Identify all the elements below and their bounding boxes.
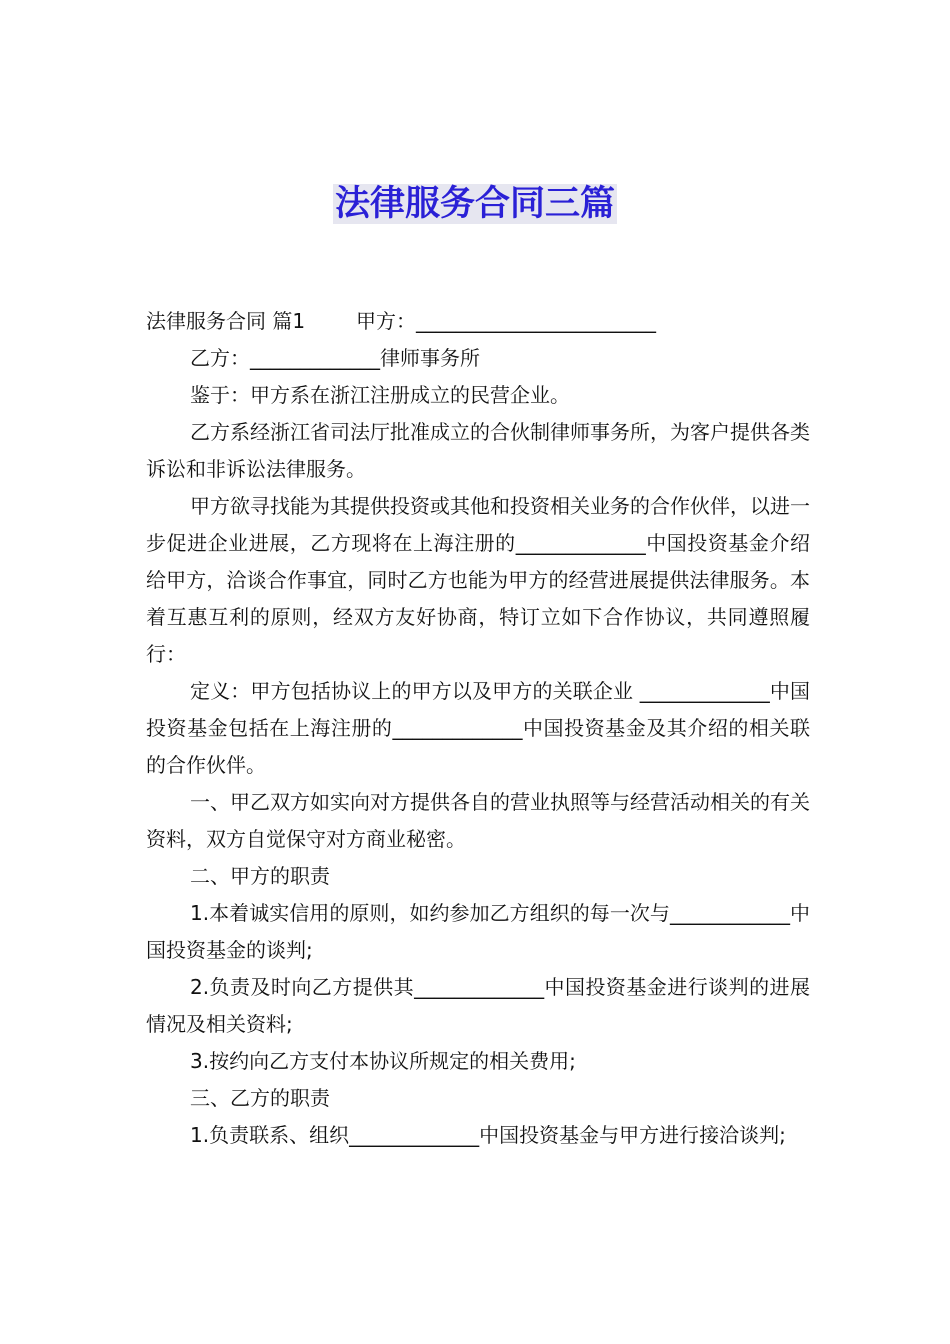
- paragraph-party-b-duty-1: 1.负责联系、组织_____________中国投资基金与甲方进行接洽谈判;: [190, 1123, 786, 1147]
- paragraph-clause-1: 一、甲乙双方如实向对方提供各自的营业执照等与经营活动相关的有关资料，双方自觉保守对方商业秘密。: [146, 790, 810, 851]
- title-text: 法律服务合同三篇: [334, 184, 615, 224]
- paragraph-definition: 定义：甲方包括协议上的甲方以及甲方的关联企业 _____________中国投资基金包括在上海注册的_____________中国投资基金及其介绍的相关联的合作伙伴。: [146, 679, 810, 777]
- section-heading-party-b-duties: 三、乙方的职责: [190, 1086, 330, 1110]
- paragraph-party-b-intro: 乙方系经浙江省司法厅批准成立的合伙制律师事务所，为客户提供各类诉讼和非诉讼法律服务。: [146, 420, 810, 481]
- document-title: [0, 176, 950, 226]
- paragraph-purpose: 甲方欲寻找能为其提供投资或其他和投资相关业务的合作伙伴，以进一步促进企业进展，乙方现将在上海注册的_____________中国投资基金介绍给甲方，洽谈合作事宜，同时乙方也能为甲方的经营进展提供法律服务。本着互惠互利的原则，经双方友好协商，特订立如下合作协议，共同遵照履行：: [146, 494, 810, 666]
- paragraph-party-a-duty-3: 3.按约向乙方支付本协议所规定的相关费用;: [190, 1049, 576, 1073]
- document-body: [146, 303, 810, 1154]
- paragraph-party-a-duty-2: 2.负责及时向乙方提供其_____________中国投资基金进行谈判的进展情况及相关资料;: [146, 975, 810, 1036]
- paragraph-heading-party-a: 法律服务合同 篇1 甲方：________________________: [146, 309, 656, 333]
- paragraph-party-a-duty-1: 1.本着诚实信用的原则，如约参加乙方组织的每一次与____________中国投资基金的谈判;: [146, 901, 810, 962]
- paragraph-whereas: 鉴于：甲方系在浙江注册成立的民营企业。: [190, 383, 570, 407]
- section-heading-party-a-duties: 二、甲方的职责: [190, 864, 330, 888]
- paragraph-party-b: 乙方：_____________律师事务所: [190, 346, 480, 370]
